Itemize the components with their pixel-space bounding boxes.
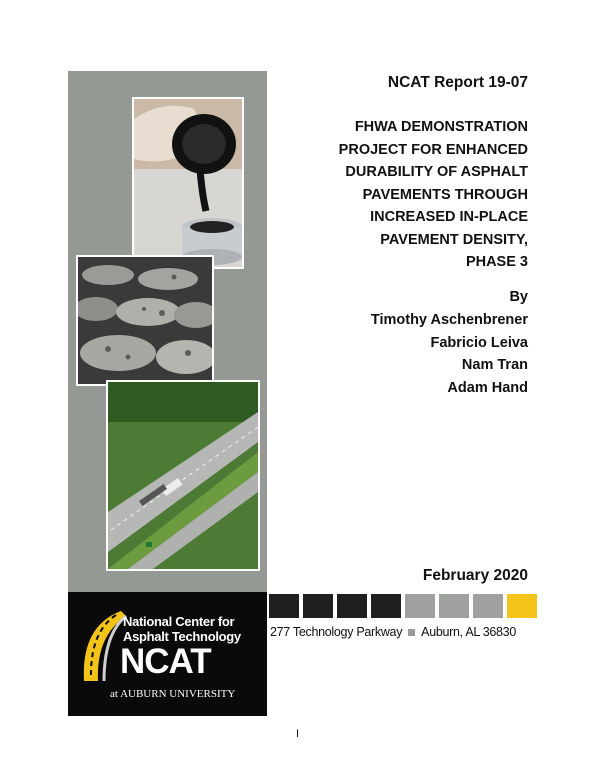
- color-square: [371, 594, 401, 618]
- color-square: [337, 594, 367, 618]
- title-line: PHASE 3: [465, 254, 528, 270]
- page-number: I: [296, 728, 300, 740]
- address-street: 277 Technology Parkway: [270, 625, 403, 639]
- logo-acronym: NCAT: [120, 642, 211, 681]
- report-title: [339, 116, 528, 274]
- author-name: Nam Tran: [461, 357, 528, 373]
- color-squares-strip: [269, 594, 537, 618]
- color-square: [507, 594, 537, 618]
- color-square: [439, 594, 469, 618]
- address-separator: [408, 629, 415, 636]
- color-square: [269, 594, 299, 618]
- author-name: Timothy Aschenbrener: [370, 312, 528, 328]
- color-square: [303, 594, 333, 618]
- address-city: Auburn, AL 36830: [421, 625, 516, 639]
- pavement-cores-photo: [76, 255, 214, 386]
- logo-line-2: Asphalt Technology: [123, 629, 241, 644]
- author-name: Fabricio Leiva: [430, 334, 528, 351]
- title-line: FHWA DEMONSTRATION: [354, 119, 528, 135]
- title-line: PAVEMENTS THROUGH: [362, 186, 528, 203]
- report-date: February 2020: [422, 567, 528, 584]
- logo-university: at AUBURN UNIVERSITY: [110, 688, 236, 700]
- title-line: PAVEMENT DENSITY,: [380, 231, 528, 248]
- color-square: [405, 594, 435, 618]
- title-line: INCREASED IN-PLACE: [370, 209, 528, 225]
- author-name: Adam Hand: [447, 379, 528, 396]
- by-label: By: [509, 289, 528, 305]
- ncat-logo: [68, 592, 267, 716]
- logo-line-1: National Center for: [123, 614, 235, 629]
- asphalt-binder-photo: [132, 97, 244, 269]
- author-list: [371, 309, 528, 399]
- report-number: NCAT Report 19-07: [387, 74, 528, 91]
- title-line: DURABILITY OF ASPHALT: [345, 164, 528, 180]
- address-line: [270, 625, 516, 639]
- color-square: [473, 594, 503, 618]
- title-line: PROJECT FOR ENHANCED: [338, 141, 528, 158]
- highway-aerial-photo: [106, 380, 260, 571]
